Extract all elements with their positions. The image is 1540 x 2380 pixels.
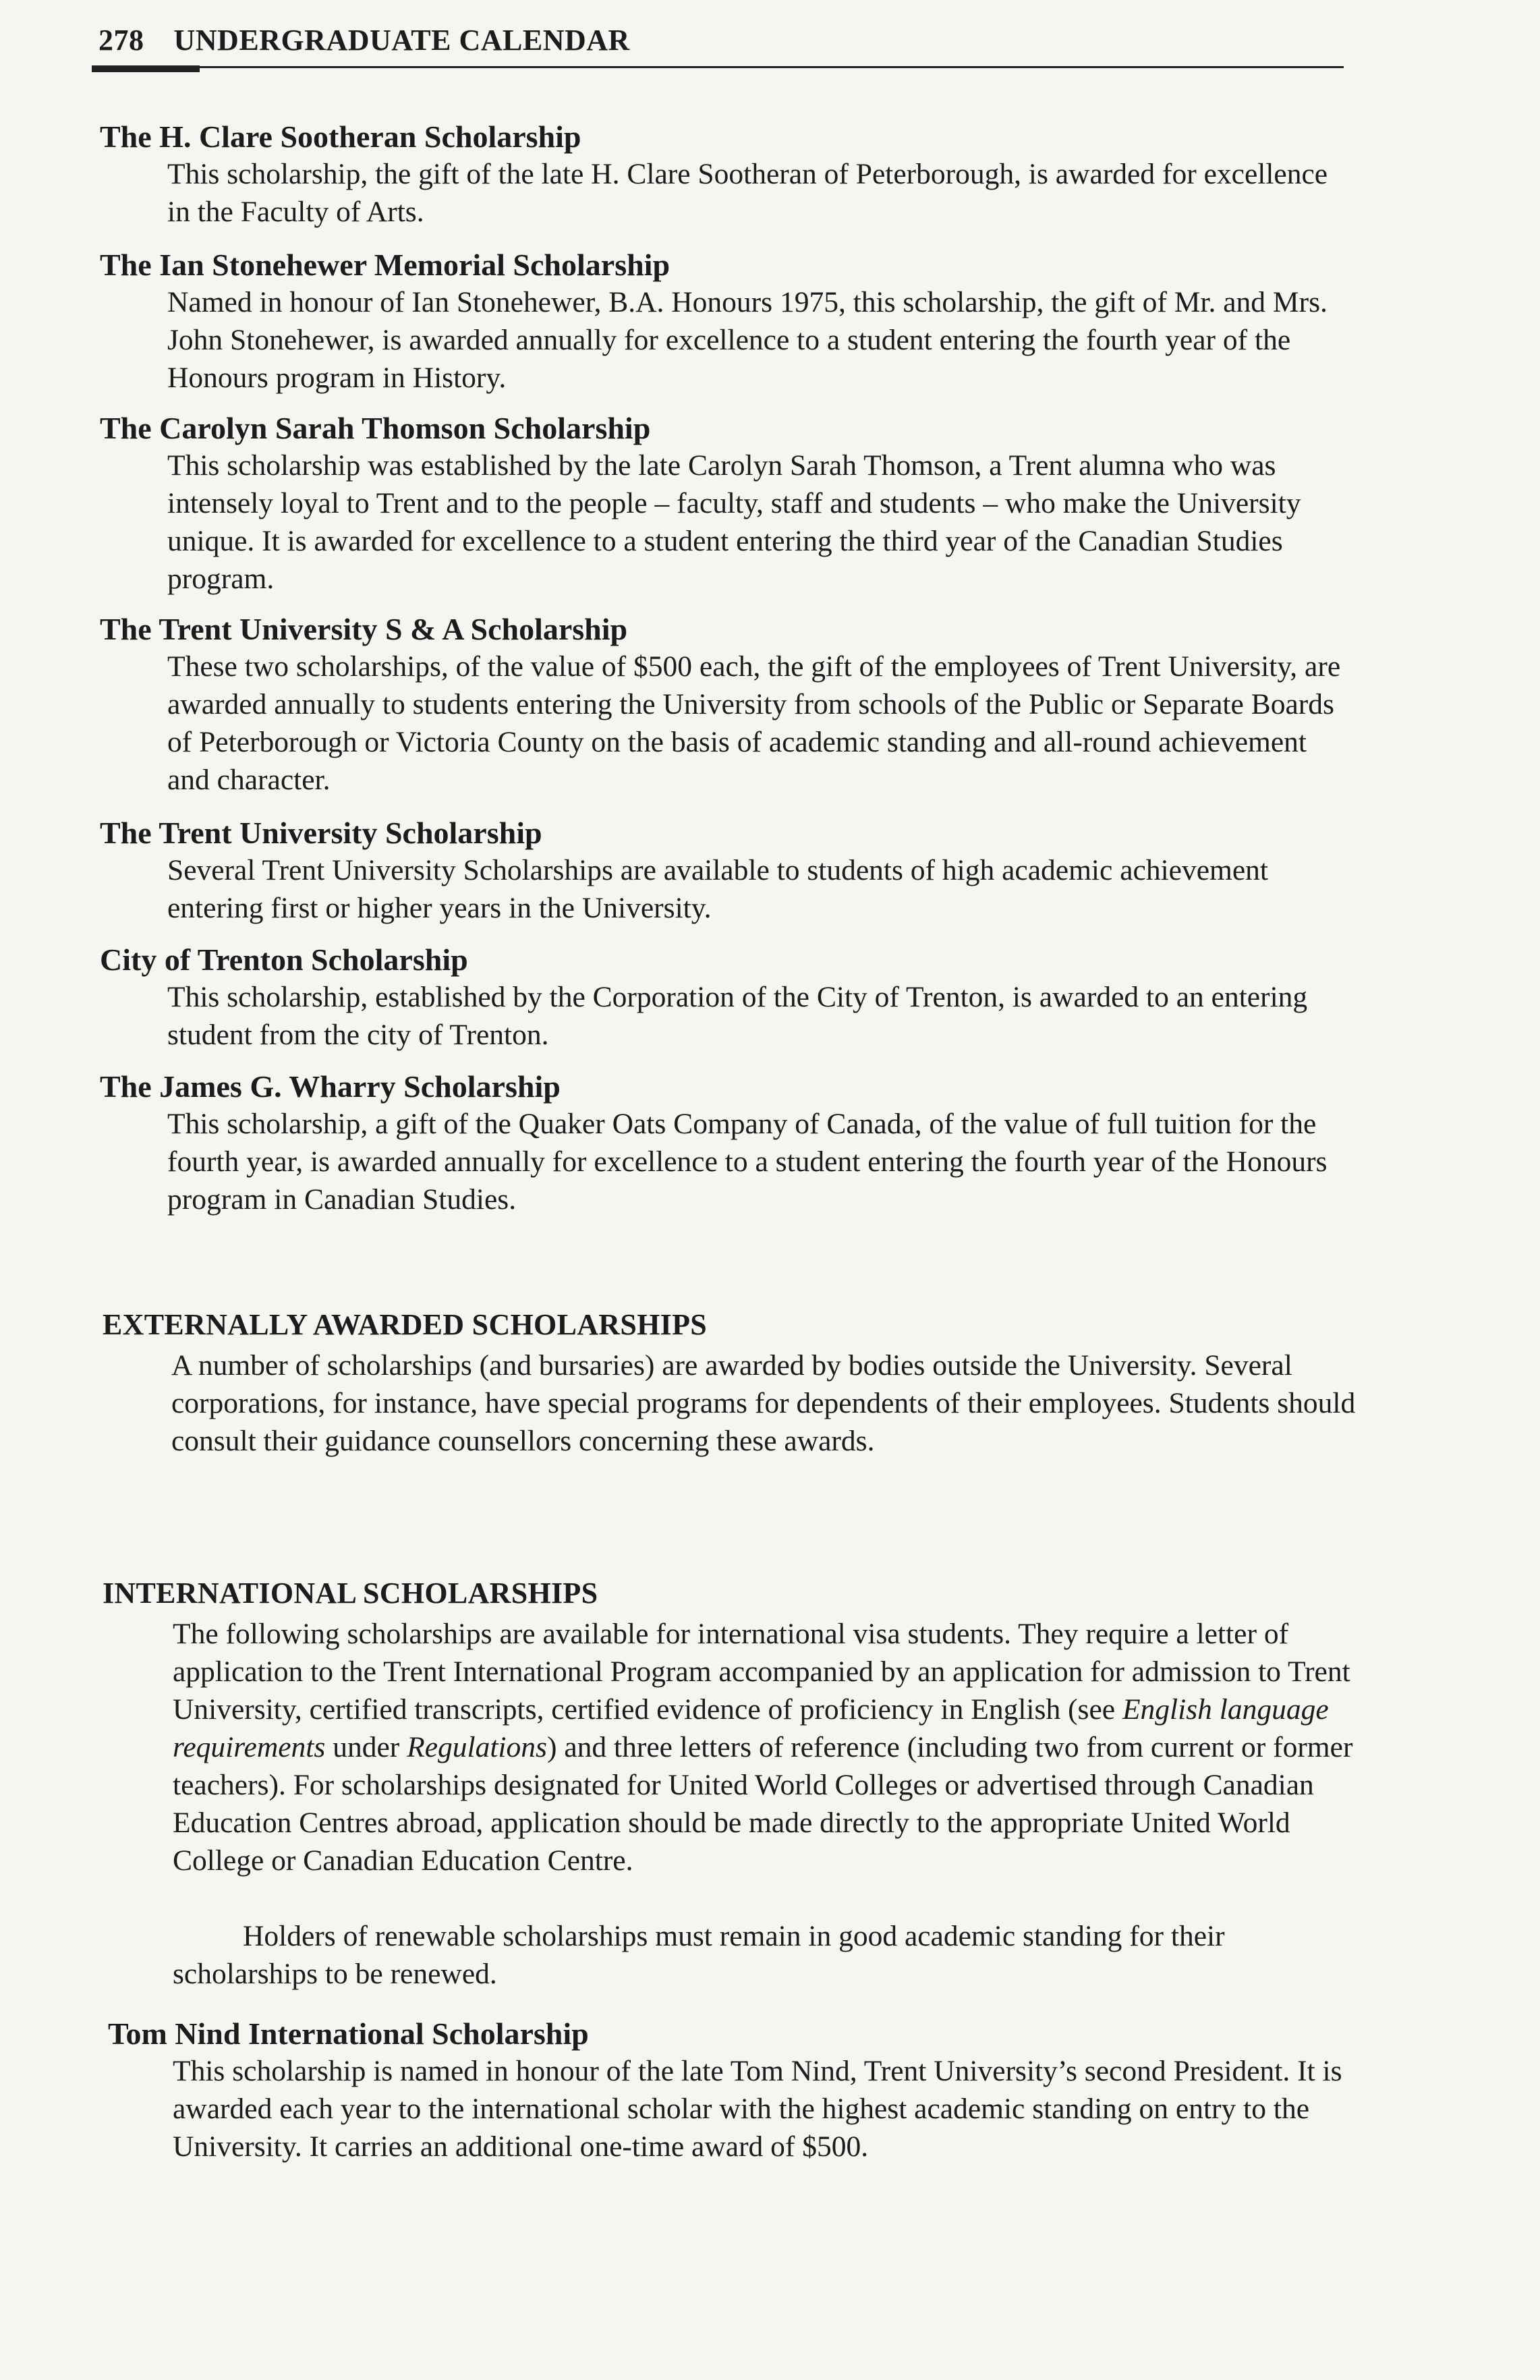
external-description: A number of scholarships (and bursaries) are awarded by bodies outside the University. Several corporations, for instance, have special programs for dependents of their employees. Students should consult their guidance counsellors concerning these awards. (171, 1349, 1356, 1457)
page-number: 278 (98, 24, 144, 57)
scholarship-title: The Trent University S & A Scholarship (100, 612, 628, 646)
scholarship-title: The Ian Stonehewer Memorial Scholarship (100, 248, 671, 282)
regulations-ref: Regulations (407, 1731, 547, 1763)
scholarship-description: This scholarship, a gift of the Quaker Oats Company of Canada, of the value of full tuition for the fourth year, is awarded annually for excellence to a student entering the fourth year of the Honours program in Canadian Studies. (167, 1108, 1328, 1216)
scholarship-description: Several Trent University Scholarships are available to students of high academic achievement entering first or higher years in the University. (167, 854, 1268, 924)
scholarship-title: Tom Nind International Scholarship (108, 2016, 589, 2051)
english-requirements-ref: English language requirements (173, 1693, 1329, 1763)
scholarship-title: City of Trenton Scholarship (100, 942, 468, 977)
scholarship-description: This scholarship is named in honour of the late Tom Nind, Trent University’s second President. It is awarded each year to the international scholar with the highest academic standing on entry to the University. It carries an additional one-time award of $500. (173, 2055, 1342, 2163)
scholarship-description: These two scholarships, of the value of $500 each, the gift of the employees of Trent University, are awarded annually to students entering the University from schools of the Public or Separate Boards of Peterborough or Victoria County on the basis of academic standing and all-round achievement and character. (167, 650, 1341, 796)
scholarship-title: The Trent University Scholarship (100, 816, 542, 850)
scholarship-description: This scholarship, established by the Corporation of the City of Trenton, is awarded to an entering student from the city of Trenton. (167, 981, 1308, 1051)
header-bar (92, 65, 200, 72)
section-heading-international: INTERNATIONAL SCHOLARSHIPS (103, 1577, 598, 1610)
scholarship-description: This scholarship was established by the late Carolyn Sarah Thomson, a Trent alumna who was intensely loyal to Trent and to the people – faculty, staff and students – who make the University unique. It is awarded for excellence to a student entering the third year of the Canadian Studies program. (167, 449, 1301, 595)
scholarship-title: The James G. Wharry Scholarship (100, 1069, 561, 1104)
section-heading-external: EXTERNALLY AWARDED SCHOLARSHIPS (103, 1308, 708, 1341)
running-title: UNDERGRADUATE CALENDAR (173, 24, 630, 57)
international-text: under (325, 1731, 407, 1763)
international-text: The following scholarships are available for international visa students. They require a letter of application to the Trent International Program accompanied by an application for admission to Trent University, certified transcripts, certified evidence of proficiency in English (see (173, 1618, 1350, 1726)
scholarship-description: Named in honour of Ian Stonehewer, B.A. Honours 1975, this scholarship, the gift of Mr. and Mrs. John Stonehewer, is awarded annually for excellence to a student entering the fourth year of the Honours program in History. (167, 286, 1328, 394)
scholarship-title: The Carolyn Sarah Thomson Scholarship (100, 411, 651, 445)
running-head (98, 23, 630, 57)
header-rule (92, 66, 1344, 68)
international-text: ) and three letters of reference (including two from current or former teachers). For scholarships designated for United World Colleges or advertised through Canadian Education Centres abroad, application should be made directly to the appropriate United World College or Canadian Education Centre. (173, 1731, 1353, 1877)
scholarship-description: This scholarship, the gift of the late H. Clare Sootheran of Peterborough, is awarded for excellence in the Faculty of Arts. (167, 158, 1328, 228)
scholarship-title: The H. Clare Sootheran Scholarship (100, 119, 581, 154)
international-description (173, 1615, 1360, 1879)
renewal-note: Holders of renewable scholarships must remain in good academic standing for their scholarships to be renewed. (173, 1920, 1225, 1990)
